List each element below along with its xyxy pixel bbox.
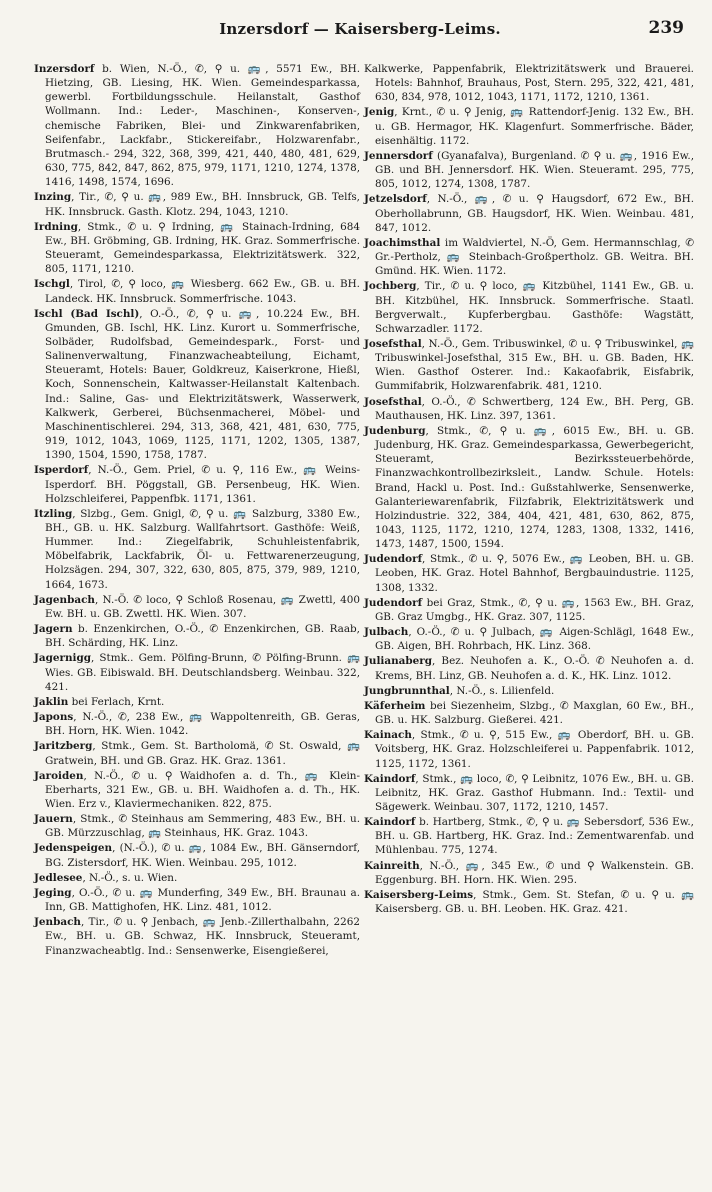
entry-headword: Itzling xyxy=(34,507,73,520)
entry-text: b. Enzenkirchen, O.-Ö., ✆ Enzenkirchen, GB. Raab, BH. Schärding, HK. Linz. xyxy=(45,623,360,650)
gazetteer-entry xyxy=(364,772,694,814)
entry-headword: Judendorf xyxy=(364,553,423,566)
gazetteer-entry xyxy=(364,279,694,336)
gazetteer-entry xyxy=(364,552,694,594)
entry-text: b. Wien, N.-Ö., ✆, ⚲ u. 🚌, 5571 Ew., BH. Hietzing, GB. Liesing, HK. Wien. Gemeindesparkassa, gewerbl. Fortbildungsschule. Heilanstalt, Gasthof Wollmann. Ind.: Leder-, Maschinen-, Konserven-, chemische Fabriken, Blei- und Zinkwarenfabriken, Seifenfabr., Lackfabr., Stickereifabr., Holzwarenfabr., Brutmasch.- 294, 322, 368, 399, 421, 440, 480, 481, 629, 630, 775, 842, 847, 862, 875, 979, 1171, 1210, 1274, 1378, 1416, 1498, 1574, 1696. xyxy=(45,63,360,189)
gazetteer-entry xyxy=(34,769,360,811)
gazetteer-entry xyxy=(364,337,694,394)
entry-text: , N.-Ö., 🚌, 345 Ew., ✆ und ⚲ Walkenstein. GB. Eggenburg. BH. Horn. HK. Wien. 295. xyxy=(375,859,694,886)
entry-headword: Irdning xyxy=(34,220,78,233)
entry-text: , Stmk., 🚌 loco, ✆, ⚲ Leibnitz, 1076 Ew., BH. u. GB. Leibnitz, HK. Graz. Gasthof Hubmann. Ind.: Textil- und Sägewerk. Weinbau. 307, 1172, 1210, 1457. xyxy=(375,772,694,813)
entry-text: , Stmk.. Gem. Pölfing-Brunn, ✆ Pölfing-Brunn. 🚌 Wies. GB. Eibiswald. BH. Deutschlandsberg. Weinbau. 322, 421. xyxy=(45,652,360,693)
entry-headword: Joachimsthal xyxy=(364,236,441,249)
entry-text: , N.-Ö., ✆, 238 Ew., 🚌 Wappoltenreith, GB. Geras, BH. Horn, HK. Wien. 1042. xyxy=(45,711,360,738)
entry-text: , N.-Ö., s. Lilienfeld. xyxy=(449,684,555,697)
gazetteer-entry xyxy=(364,395,694,423)
entry-text: b. Hartberg, Stmk., ✆, ⚲ u. 🚌 Sebersdorf, 536 Ew., BH. u. GB. Hartberg, HK. Graz. Ind.: Zementwarenfab. und Mühlenbau. 775, 1274. xyxy=(375,816,694,857)
gazetteer-entry xyxy=(34,739,360,767)
entry-text: , Stmk., ✆, ⚲ u. 🚌, 6015 Ew., BH. u. GB. Judenburg, HK. Graz. Gemeindesparkassa, Gewerbegericht, Steueramt, Bezirkssteuerbehörde, Finanzwachkontrollbezirksleit., Landw. Schule. Hotels: Brand, Hackl u. Post. Ind.: Gußstahlwerke, Sensenwerke, Galanteriewarenfabrik, Filzfabrik, Elektrizitätswerk und Holzindustrie. 322, 384, 404, 421, 481, 630, 862, 875, 1043, 1125, 1172, 1210, 1274, 1283, 1308, 1332, 1416, 1473, 1487, 1500, 1594. xyxy=(375,424,694,551)
gazetteer-entry xyxy=(364,684,694,698)
entry-headword: Jaklin xyxy=(34,695,69,708)
gazetteer-entry xyxy=(364,424,694,551)
entry-headword: Josefsthal xyxy=(364,395,422,408)
entry-headword: Isperdorf xyxy=(34,464,89,477)
gazetteer-entry xyxy=(364,888,694,916)
entry-text: , Stmk., ✆ u. ⚲, 5076 Ew., 🚌 Leoben, BH. u. GB. Leoben, HK. Graz. Hotel Bahnhof, Bergbauindustrie. 1125, 1308, 1332. xyxy=(375,553,694,594)
entry-headword: Jaritzberg xyxy=(34,740,93,753)
entry-text: , Tir., ✆ u. ⚲ Jenbach, 🚌 Jenb.-Zillerthalbahn, 2262 Ew., BH. u. GB. Schwaz, HK. Innsbruck, Steueramt, Finanzwacheabtlg. Ind.: Sensenwerke, Eisengießerei, xyxy=(45,916,360,957)
entry-headword: Ischgl xyxy=(34,278,70,291)
gazetteer-entry xyxy=(34,886,360,914)
entry-text: , Tir., ✆ u. ⚲ loco, 🚌 Kitzbühel, 1141 Ew., GB. u. BH. Kitzbühel, HK. Innsbruck. Sommerfrische. Staatl. Bergverwalt., Kupferbergbau. Gasthöfe: Wagstätt, Schwarzadler. 1172. xyxy=(375,280,694,335)
gazetteer-entry xyxy=(34,277,360,305)
entry-text: , Stmk., Gem. St. Stefan, ✆ u. ⚲ u. 🚌 Kaisersberg. GB. u. BH. Leoben. HK. Graz. 421. xyxy=(375,888,694,916)
entry-headword: Kaindorf xyxy=(364,816,416,829)
gazetteer-entry xyxy=(34,915,360,957)
gazetteer-entry xyxy=(34,651,360,693)
entry-headword: Judendorf xyxy=(364,596,423,609)
page-header xyxy=(0,18,712,44)
page-number: 239 xyxy=(648,18,684,38)
entry-headword: Inzersdorf xyxy=(34,63,95,75)
gazetteer-entry xyxy=(364,149,694,191)
entry-text: , Krnt., ✆ u. ⚲ Jenig, 🚌 Rattendorf-Jenig. 132 Ew., BH. u. GB. Hermagor, HK. Klagenfurt. Sommerfrische. Bäder, eisenhältig. 1172. xyxy=(375,106,694,147)
entry-text: , Slzbg., Gem. Gnigl, ✆, ⚲ u. 🚌 Salzburg, 3380 Ew., BH., GB. u. HK. Salzburg. Wallfahrtsort. Gasthöfe: Weiß, Hummer. Ind.: Ziegelfabrik, Schuhleistenfabrik, Möbelfabrik, Lackfabrik, Öl- u. Fettwarenerzeugung, Holzsägen. 294, 307, 322, 630, 805, 875, 379, 989, 1210, 1664, 1673. xyxy=(45,507,360,591)
entry-text: , Stmk., ✆ u. ⚲ Irdning, 🚌 Stainach-Irdning, 684 Ew., BH. Gröbming, GB. Irdning, HK. Graz. Sommerfrische. Steueramt, Gemeindesparkassa, Elektrizitätswerk. 322, 805, 1171, 1210. xyxy=(45,220,360,276)
gazetteer-entry xyxy=(34,62,360,189)
entry-text: , Tir., ✆, ⚲ u. 🚌, 989 Ew., BH. Innsbruck, GB. Telfs, HK. Innsbruck. Gasth. Klotz. 294, 1043, 1210. xyxy=(45,191,360,218)
gazetteer-entry xyxy=(364,62,694,104)
entry-headword: Jagenbach xyxy=(34,593,95,606)
entry-text: im Waldviertel, N.-Ö, Gem. Hermannschlag, ✆ Gr.-Pertholz, 🚌 Steinbach-Großpertholz. GB. Weitra. BH. Gmünd. HK. Wien. 1172. xyxy=(375,236,694,278)
entry-text: Kalkwerke, Pappenfabrik, Elektrizitätswerk und Brauerei. Hotels: Bahnhof, Brauhaus, Post, Stern. 295, 322, 421, 481, 630, 834, 978, 1012, 1043, 1171, 1172, 1210, 1361. xyxy=(364,63,694,104)
gazetteer-entry xyxy=(364,192,694,234)
gazetteer-entry xyxy=(364,815,694,857)
entry-headword: Kainach xyxy=(364,729,412,742)
gazetteer-entry xyxy=(364,859,694,887)
gazetteer-entry xyxy=(364,596,694,624)
entry-headword: Jagern xyxy=(34,623,73,636)
entry-text: , O.-Ö., ✆ Schwertberg, 124 Ew., BH. Perg, GB. Mauthausen, HK. Linz. 397, 1361. xyxy=(375,395,694,422)
gazetteer-entry xyxy=(364,105,694,147)
entry-headword: Käferheim xyxy=(364,699,426,712)
gazetteer-entry xyxy=(34,220,360,277)
entry-text: , O.-Ö., ✆ u. 🚌 Munderfing, 349 Ew., BH. Braunau a. Inn, GB. Mattighofen, HK. Linz. 481, 1012. xyxy=(45,886,360,914)
entry-headword: Julbach xyxy=(364,626,409,639)
entry-headword: Japons xyxy=(34,711,74,724)
entry-text: bei Graz, Stmk., ✆, ⚲ u. 🚌, 1563 Ew., BH. Graz, GB. Graz Umgbg., HK. Graz. 307, 1125. xyxy=(375,596,694,623)
entry-headword: Inzing xyxy=(34,191,72,204)
gazetteer-entry xyxy=(364,654,694,682)
gazetteer-entry xyxy=(34,190,360,218)
gazetteer-entry xyxy=(364,699,694,727)
entry-text: , N.-Ö., s. u. Wien. xyxy=(82,871,178,884)
entry-headword: Jaroiden xyxy=(34,769,84,782)
gazetteer-entry xyxy=(34,593,360,621)
entry-text: , Stmk., ✆ u. ⚲, 515 Ew., 🚌 Oberdorf, BH. u. GB. Voitsberg, HK. Graz. Holzschleiferei u. Pappenfabrik. 1012, 1125, 1172, 1361. xyxy=(375,729,694,770)
gazetteer-entry xyxy=(364,728,694,770)
entry-headword: Jenbach xyxy=(34,916,81,929)
entry-headword: Kaindorf xyxy=(364,772,416,785)
entry-text: , N.-Ö., Gem. Tribuswinkel, ✆ u. ⚲ Tribuswinkel, 🚌 Tribuswinkel-Josefsthal, 315 Ew., BH. u. GB. Baden, HK. Wien. Gasthof Osterer. Ind.: Kakaofabrik, Eisfabrik, Gummifabrik, Holzwarenfabrik. 481, 1210. xyxy=(375,337,694,393)
entry-headword: Kainreith xyxy=(364,859,420,872)
entry-headword: Jeging xyxy=(34,886,72,899)
entry-headword: Jetzelsdorf xyxy=(364,193,427,206)
entry-headword: Jennersdorf xyxy=(364,149,433,162)
gazetteer-entry xyxy=(34,841,360,869)
entry-text: bei Siezenheim, Slzbg., ✆ Maxglan, 60 Ew., BH., GB. u. HK. Salzburg. Gießerei. 421. xyxy=(375,699,694,727)
entry-headword: Kaisersberg-Leims xyxy=(364,888,474,901)
gazetteer-entry xyxy=(364,236,694,278)
entry-headword: Jungbrunnthal xyxy=(364,684,450,697)
entry-text: , Bez. Neuhofen a. K., O.-Ö. ✆ Neuhofen a. d. Krems, BH. Linz, GB. Neuhofen a. d. K., HK. Linz. 1012. xyxy=(375,655,694,682)
entry-text: , O.-Ö., ✆ u. ⚲ Julbach, 🚌 Aigen-Schlägl, 1648 Ew., GB. Aigen, BH. Rohrbach, HK. Linz. 368. xyxy=(375,626,694,653)
entry-headword: Josefsthal xyxy=(364,337,422,350)
gazetteer-entry xyxy=(34,307,360,463)
entry-text: , Stmk., Gem. St. Bartholomä, ✆ St. Oswald, 🚌 Gratwein, BH. und GB. Graz. HK. Graz. 1361. xyxy=(45,740,360,767)
entry-text: , (N.-Ö.), ✆ u. 🚌, 1084 Ew., BH. Gänserndorf, BG. Zistersdorf, HK. Wien. Weinbau. 295, 1012. xyxy=(45,842,360,869)
entry-headword: Jenig xyxy=(364,106,395,119)
entry-headword: Ischl (Bad Ischl) xyxy=(34,307,140,320)
entry-headword: Jauern xyxy=(34,813,73,826)
entry-text: , O.-Ö., ✆, ⚲ u. 🚌, 10.224 Ew., BH. Gmunden, GB. Ischl, HK. Linz. Kurort u. Sommerfrische, Solbäder, Rudolfsbad, Gemeindespark., Forst- und Salinenverwaltung, Finanzwacheabteilung, Eichamt, Steueramt, Hotels: Bauer, Goldkreuz, Kaiserkrone, Hießl, Koch, Sonnenschein, Kaltwasser-Heilanstalt Kaltenbach. Ind.: Saline, Gas- und Elektrizitätswerk, Wasserwerk, Kalkwerk, Gerberei, Büchsenmacherei, Möbel- und Maschinentischlerei. 294, 313, 368, 421, 481, 630, 775, 919, 1012, 1043, 1069, 1125, 1171, 1202, 1305, 1387, 1390, 1504, 1590, 1758, 1787. xyxy=(45,307,360,462)
entry-headword: Jagernigg xyxy=(34,652,92,665)
entry-headword: Jedenspeigen xyxy=(34,842,113,855)
entry-headword: Julianaberg xyxy=(364,655,433,668)
gazetteer-entry xyxy=(34,695,360,709)
gazetteer-entry xyxy=(34,812,360,840)
gazetteer-entry xyxy=(34,710,360,738)
gazetteer-entry xyxy=(34,871,360,885)
gazetteer-entry xyxy=(34,507,360,592)
entry-headword: Jedlesee xyxy=(34,871,83,884)
entry-text: , N.-Ö., ✆ u. ⚲ Waidhofen a. d. Th., 🚌 Klein-Eberharts, 321 Ew., GB. u. BH. Waidhofen a. d. Th., HK. Wien. Erz v., Klaviermechaniken. 822, 875. xyxy=(45,769,360,810)
entry-text: bei Ferlach, Krnt. xyxy=(68,695,165,708)
gazetteer-entry xyxy=(364,625,694,653)
entry-text: , N.-Ö. ✆ loco, ⚲ Schloß Rosenau, 🚌 Zwettl, 400 Ew. BH. u. GB. Zwettl. HK. Wien. 307. xyxy=(45,593,360,620)
gazetteer-entry xyxy=(34,463,360,505)
running-title: Inzersdorf — Kaisersberg-Leims. xyxy=(219,20,501,38)
right-column xyxy=(364,62,694,917)
gazetteer-entry xyxy=(34,622,360,650)
entry-text: , N.-Ö., 🚌, ✆ u. ⚲ Haugsdorf, 672 Ew., BH. Oberhollabrunn, GB. Haugsdorf, HK. Wien. Weinbau. 481, 847, 1012. xyxy=(375,193,694,234)
entry-text: (Gyanafalva), Burgenland. ✆ ⚲ u. 🚌, 1916 Ew., GB. und BH. Jennersdorf. HK. Wien. Steueramt. 295, 775, 805, 1012, 1274, 1308, 1787. xyxy=(375,149,694,191)
entry-headword: Jochberg xyxy=(364,280,417,293)
entry-headword: Judenburg xyxy=(364,424,426,437)
entry-text: , Tirol, ✆, ⚲ loco, 🚌 Wiesberg. 662 Ew., GB. u. BH. Landeck. HK. Innsbruck. Sommerfrische. 1043. xyxy=(45,278,360,305)
entry-text: , Stmk., ✆ Steinhaus am Semmering, 483 Ew., BH. u. GB. Mürzzuschlag, 🚌 Steinhaus, HK. Graz. 1043. xyxy=(45,813,360,840)
left-column xyxy=(34,62,360,959)
entry-text: , N.-Ö., Gem. Priel, ✆ u. ⚲, 116 Ew., 🚌 Weins-Isperdorf. BH. Pöggstall, GB. Persenbeug, HK. Wien. Holzschleiferei, Pappenfbk. 1171, 1361. xyxy=(45,464,360,505)
